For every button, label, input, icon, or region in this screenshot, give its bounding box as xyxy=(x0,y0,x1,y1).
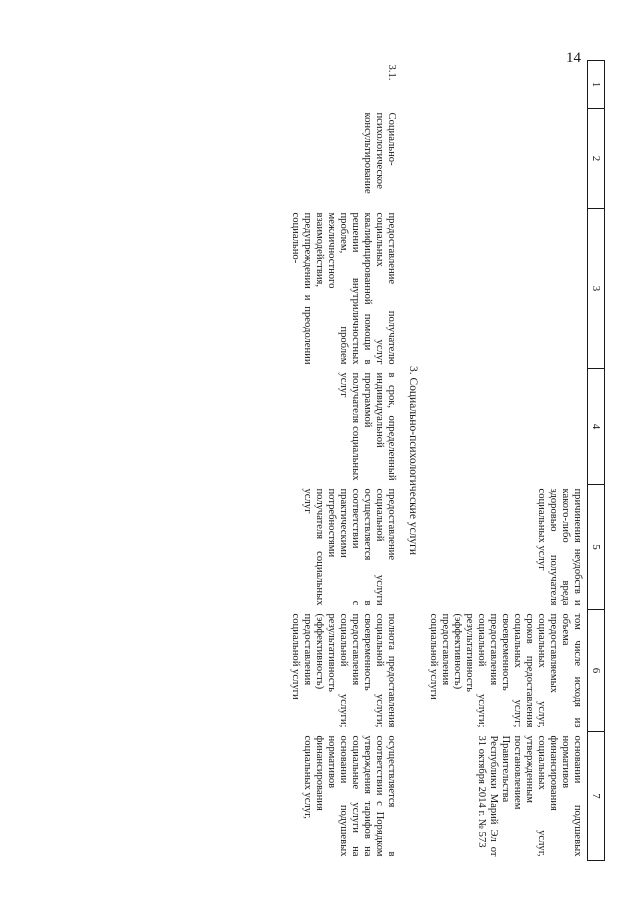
cell-conditions: основании подушевых нормативов финансирования социальных услуг, утвержденным постановлением Правительства Республики Марий Эл от 31 октября 2014 г. № 573 xyxy=(476,735,583,857)
cell-conditions: осуществляется в соответствии с Порядком утверждения тарифов на социальные услуги на основании подушевых нормативов финансирования социальных услуг, xyxy=(302,735,397,857)
cell-indicators: полнота предоставления социальной услуги; своевременность предоставления социальной услуги; результативность (эффективность) предоставления социальной услуги xyxy=(290,613,397,728)
col-4-header: 4 xyxy=(588,369,605,485)
cell-standard: причинения неудобств и какого-либо вреда здоровью получателя социальных услуг xyxy=(536,488,583,606)
section-title: 3. Социально-психологические услуги xyxy=(407,365,419,556)
cell-number: 3.1. xyxy=(386,64,397,81)
col-3-header: 3 xyxy=(588,209,605,369)
cell-term: в срок, определенный индивидуальной программой получателя социальных услуг xyxy=(338,372,397,481)
table-header-row xyxy=(588,61,605,861)
cell-standard: предоставление социальной услуги осуществляется в соответствии с практическими потребностями получателя социальных услуг xyxy=(302,488,397,606)
col-6-header: 6 xyxy=(588,610,605,732)
table-row xyxy=(289,61,400,861)
col-5-header: 5 xyxy=(588,485,605,610)
page-number: 14 xyxy=(566,50,581,66)
col-1-header: 1 xyxy=(588,61,605,109)
cell-indicators: том числе исходя из объема предоставляемых социальных услуг, сроков предоставления социальных услуг; своевременность предоставления социальной услуги; результативность (эффективность) предоставления социальной услуги xyxy=(428,613,583,728)
col-7-header: 7 xyxy=(588,732,605,861)
services-table xyxy=(289,60,605,861)
col-2-header: 2 xyxy=(588,109,605,209)
rotated-page-content xyxy=(105,60,605,860)
table-row xyxy=(427,61,588,861)
cell-description: предоставление получателю социальных услуг квалифицированной помощи в решении внутриличностных проблем, проблем межличностного взаимодействия, предупреждении и преодолении социально- xyxy=(290,212,397,365)
section-row xyxy=(400,61,427,861)
cell-service-name: Социально-психологическое консультирование xyxy=(362,112,397,194)
